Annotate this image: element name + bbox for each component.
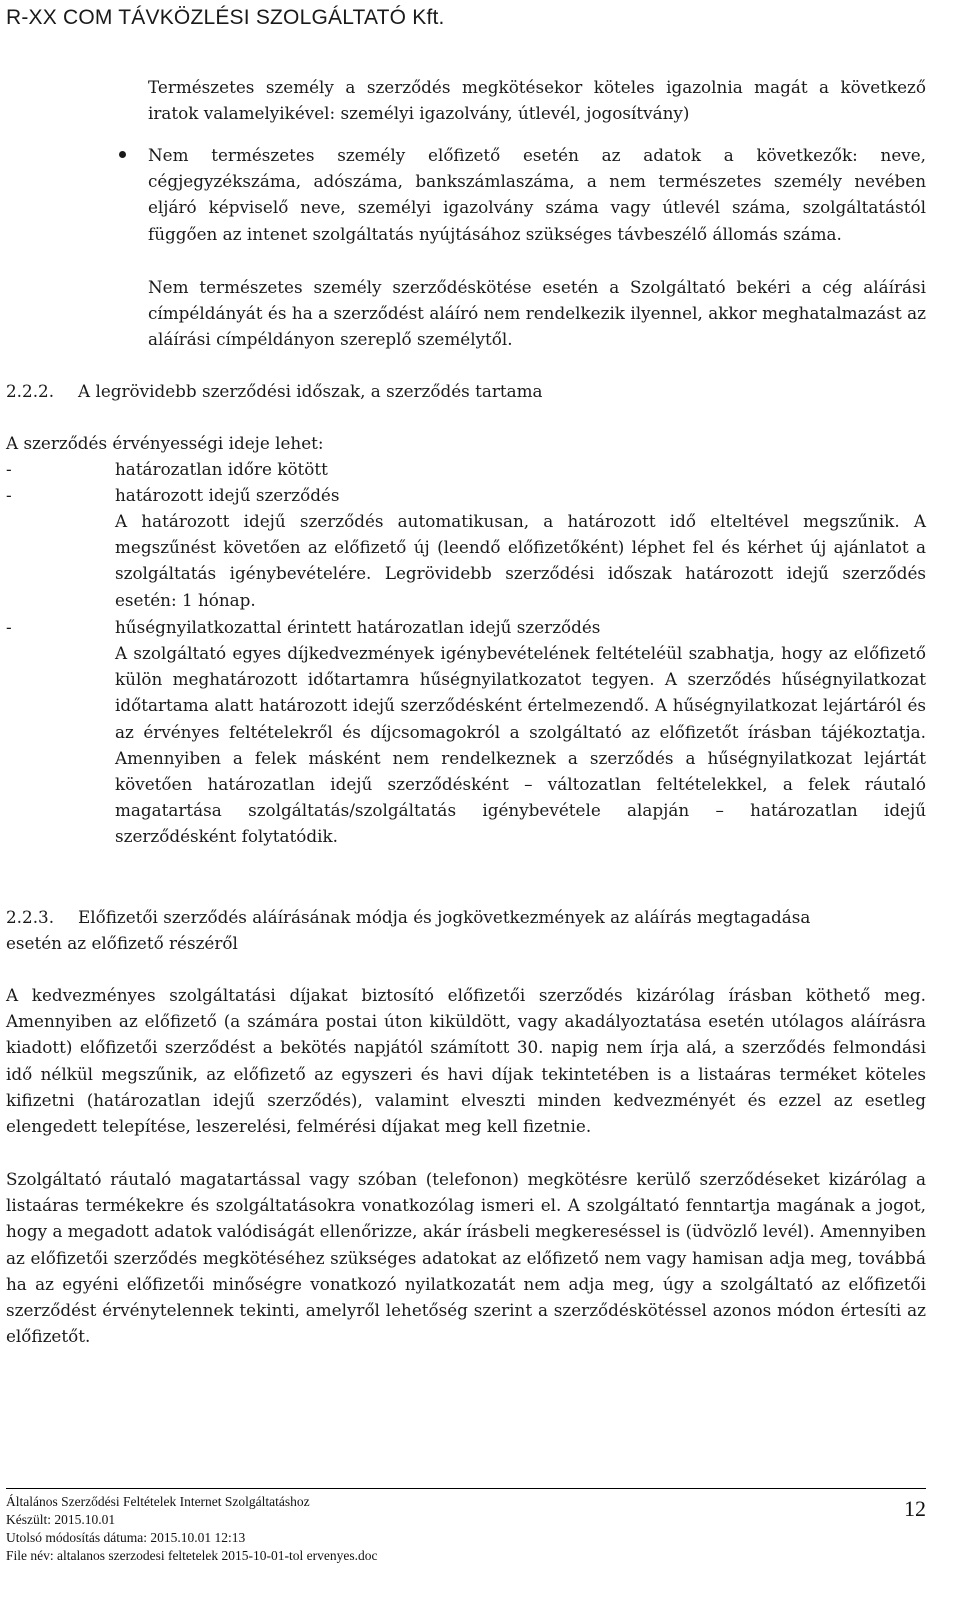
header-company-name: R-XX COM TÁVKÖZLÉSI SZOLGÁLTATÓ Kft. <box>6 6 445 29</box>
section-223-title-line1: Előfizetői szerződés aláírásának módja és jogkövetkezmények az aláírás megtagadása <box>78 907 811 927</box>
dash-marker-2: - <box>6 485 12 505</box>
bullet-icon <box>119 151 126 158</box>
footer-created-date: Készült: 2015.10.01 <box>6 1512 116 1527</box>
section-222-number: 2.2.2. <box>6 381 55 401</box>
footer-divider <box>6 1488 926 1489</box>
loyalty-paragraph: A szolgáltató egyes díjkedvezmények igénybevételének feltételéül szabhatja, hogy az előfizető külön meghatározott időtartamra hűségnyilatkozatot tegyen. A szerződés hűségnyilatkozat időtartama alatt határozott idejű szerződésként értelmezendő. A hűségnyilatkozat lejártáról és az érvényes feltételekről és díjcsomagokról a szolgáltató az előfizetőt írásban tájékoztatja. Amennyiben a felek másként nem rendelkeznek a szerződés a hűségnyilatkozat lejártát követően határozatlan idejű szerződésként – változatlan feltételekkel, a felek ráutaló magatartása szolgáltatás/szolgáltatás igénybevétele alapján – határozatlan idejű szerződésként folytatódik. <box>115 643 926 847</box>
legal-person-paragraph: Nem természetes személy előfizető esetén az adatok a következők: neve, cégjegyzékszáma, adószáma, bankszámlaszáma, a nem természetes személy nevében eljáró képviselő neve, személyi igazolvány száma vagy útlevél száma, szolgáltatástól függően az intenet szolgáltatás nyújtásához szükséges távbeszélő állomás száma. <box>148 145 926 244</box>
signature-copy-paragraph: Nem természetes személy szerződéskötése esetén a Szolgáltató bekéri a cég aláírási címpéldányát és ha a szerződést aláíró nem rendelkezik ilyennel, akkor meghatalmazást az aláírási címpéldányon szereplő személytől. <box>148 277 926 350</box>
footer-document-title: Általános Szerződési Feltételek Internet Szolgáltatáshoz <box>6 1494 310 1509</box>
dash-marker-3: - <box>6 617 12 637</box>
dash-marker-1: - <box>6 459 12 479</box>
section-223-number: 2.2.3. <box>6 907 55 927</box>
validity-item-loyalty: hűségnyilatkozattal érintett határozatlan idejű szerződés <box>115 617 601 637</box>
validity-item-fixed: határozott idejű szerződés <box>115 485 340 505</box>
section-223-title-line2: esetén az előfizető részéről <box>6 933 238 953</box>
footer-filename: File név: altalanos szerzodesi feltetelek 2015-10-01-tol ervenyes.doc <box>6 1548 378 1563</box>
section-222-title: A legrövidebb szerződési időszak, a szerződés tartama <box>78 381 543 401</box>
natural-person-paragraph: Természetes személy a szerződés megkötésekor köteles igazolnia magát a következő iratok valamelyikével: személyi igazolvány, útlevél, jogosítvány) <box>148 77 926 124</box>
footer-modified-date: Utolsó módosítás dátuma: 2015.10.01 12:13 <box>6 1530 246 1545</box>
validity-intro: A szerződés érvényességi ideje lehet: <box>6 433 324 453</box>
implied-contract-paragraph: Szolgáltató ráutaló magatartással vagy szóban (telefonon) megkötésre kerülő szerződéseket kizárólag a listaáras termékekre és szolgáltatásokra vonatkozólag ismeri el. A szolgáltató fenntartja magának a jogot, hogy a megadott adatok valódiságát ellenőrizze, akár írásbeli megkereséssel is (üdvözlő levél). Amennyiben az előfizetői szerződés megkötéséhez szükséges adatokat az előfizető nem vagy hamisan adja meg, továbbá ha az egyéni előfizetői minőségre vonatkozó nyilatkozatát nem adja meg, úgy a szolgáltató az előfizetői szerződést érvénytelennek tekinti, amelyről lehetőség szerint a szerződéskötéssel azonos módon értesíti az előfizetőt. <box>6 1169 927 1347</box>
signature-consequences-paragraph: A kedvezményes szolgáltatási díjakat biztosító előfizetői szerződés kizárólag írásban köthető meg. Amennyiben az előfizető (a számára postai úton kiküldött, vagy akadályoztatása esetén utólagos aláírásra kiadott) előfizetői szerződést a bekötés napjától számított 30. napig nem írja alá, a szerződés felmondási idő nélkül megszűnik, az előfizető az egyszeri és havi díjak tekintetében is a listaáras terméket köteles kifizetni (határozatlan idejű szerződés), valamint elveszti minden kedvezményét és ezzel az esetleg elengedett telepítése, leszerelési, felmérési díjakat meg kell fizetnie. <box>6 985 926 1137</box>
validity-item-indefinite: határozatlan időre kötött <box>115 459 328 479</box>
page-number: 12 <box>904 1496 926 1521</box>
fixed-term-paragraph: A határozott idejű szerződés automatikusan, a határozott idő elteltével megszűnik. A megszűnést követően az előfizető új (leendő előfizetőként) léphet fel és kérhet új ajánlatot a szolgáltatás igénybevételére. Legrövidebb szerződési időszak határozott idejű szerződés esetén: 1 hónap. <box>115 511 926 610</box>
